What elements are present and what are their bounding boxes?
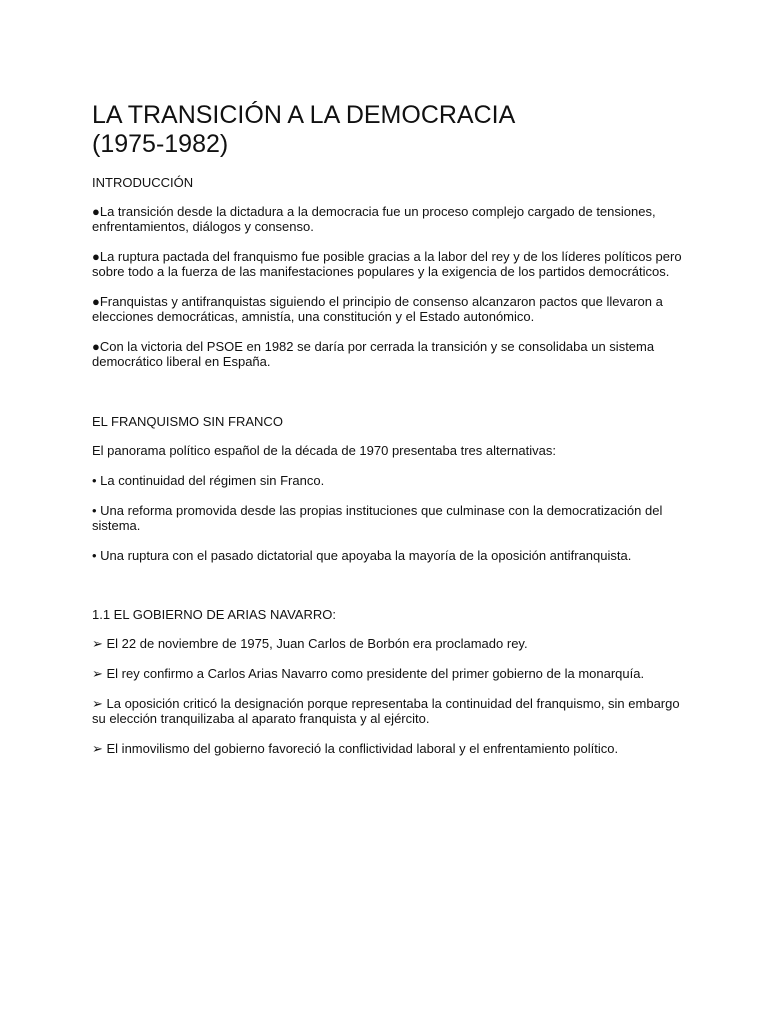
paragraph: • Una reforma promovida desde las propias instituciones que culminase con la democratización del sistema. [92,503,663,533]
spacer [92,578,692,607]
section-franquismo-sin-franco [92,414,692,563]
paragraph: ●Franquistas y antifranquistas siguiendo el principio de consenso alcanzaron pactos que llevaron a elecciones democráticas, amnistía, una constitución y el Estado autonómico. [92,294,663,324]
paragraph: ●La transición desde la dictadura a la democracia fue un proceso complejo cargado de tensiones, enfrentamientos, diálogos y consenso. [92,204,656,234]
section-heading: INTRODUCCIÓN [92,175,194,190]
paragraph: • La continuidad del régimen sin Franco. [92,473,325,488]
paragraph: El panorama político español de la década de 1970 presentaba tres alternativas: [92,443,556,458]
section-heading: EL FRANQUISMO SIN FRANCO [92,414,283,429]
document-title [92,101,692,159]
title-line-2: (1975-1982) [92,130,229,158]
section-heading: 1.1 EL GOBIERNO DE ARIAS NAVARRO: [92,607,336,622]
paragraph: • Una ruptura con el pasado dictatorial que apoyaba la mayoría de la oposición antifranquista. [92,548,632,563]
paragraph: ➢ El 22 de noviembre de 1975, Juan Carlos de Borbón era proclamado rey. [92,636,528,651]
section-gobierno-arias-navarro [92,607,692,756]
section-introduccion [92,175,692,369]
paragraph: ●La ruptura pactada del franquismo fue posible gracias a la labor del rey y de los líderes políticos pero sobre todo a la fuerza de las manifestaciones populares y la exigencia de los partidos democráticos. [92,249,682,279]
paragraph: ➢ El inmovilismo del gobierno favoreció la conflictividad laboral y el enfrentamiento político. [92,741,619,756]
document-page [92,101,692,771]
paragraph: ➢ El rey confirmo a Carlos Arias Navarro como presidente del primer gobierno de la monarquía. [92,666,645,681]
spacer [92,384,692,414]
paragraph: ●Con la victoria del PSOE en 1982 se daría por cerrada la transición y se consolidaba un sistema democrático liberal en España. [92,339,655,369]
paragraph: ➢ La oposición criticó la designación porque representaba la continuidad del franquismo, sin embargo su elección tranquilizaba al aparato franquista y al ejército. [92,696,680,726]
title-line-1: LA TRANSICIÓN A LA DEMOCRACIA [92,101,516,129]
